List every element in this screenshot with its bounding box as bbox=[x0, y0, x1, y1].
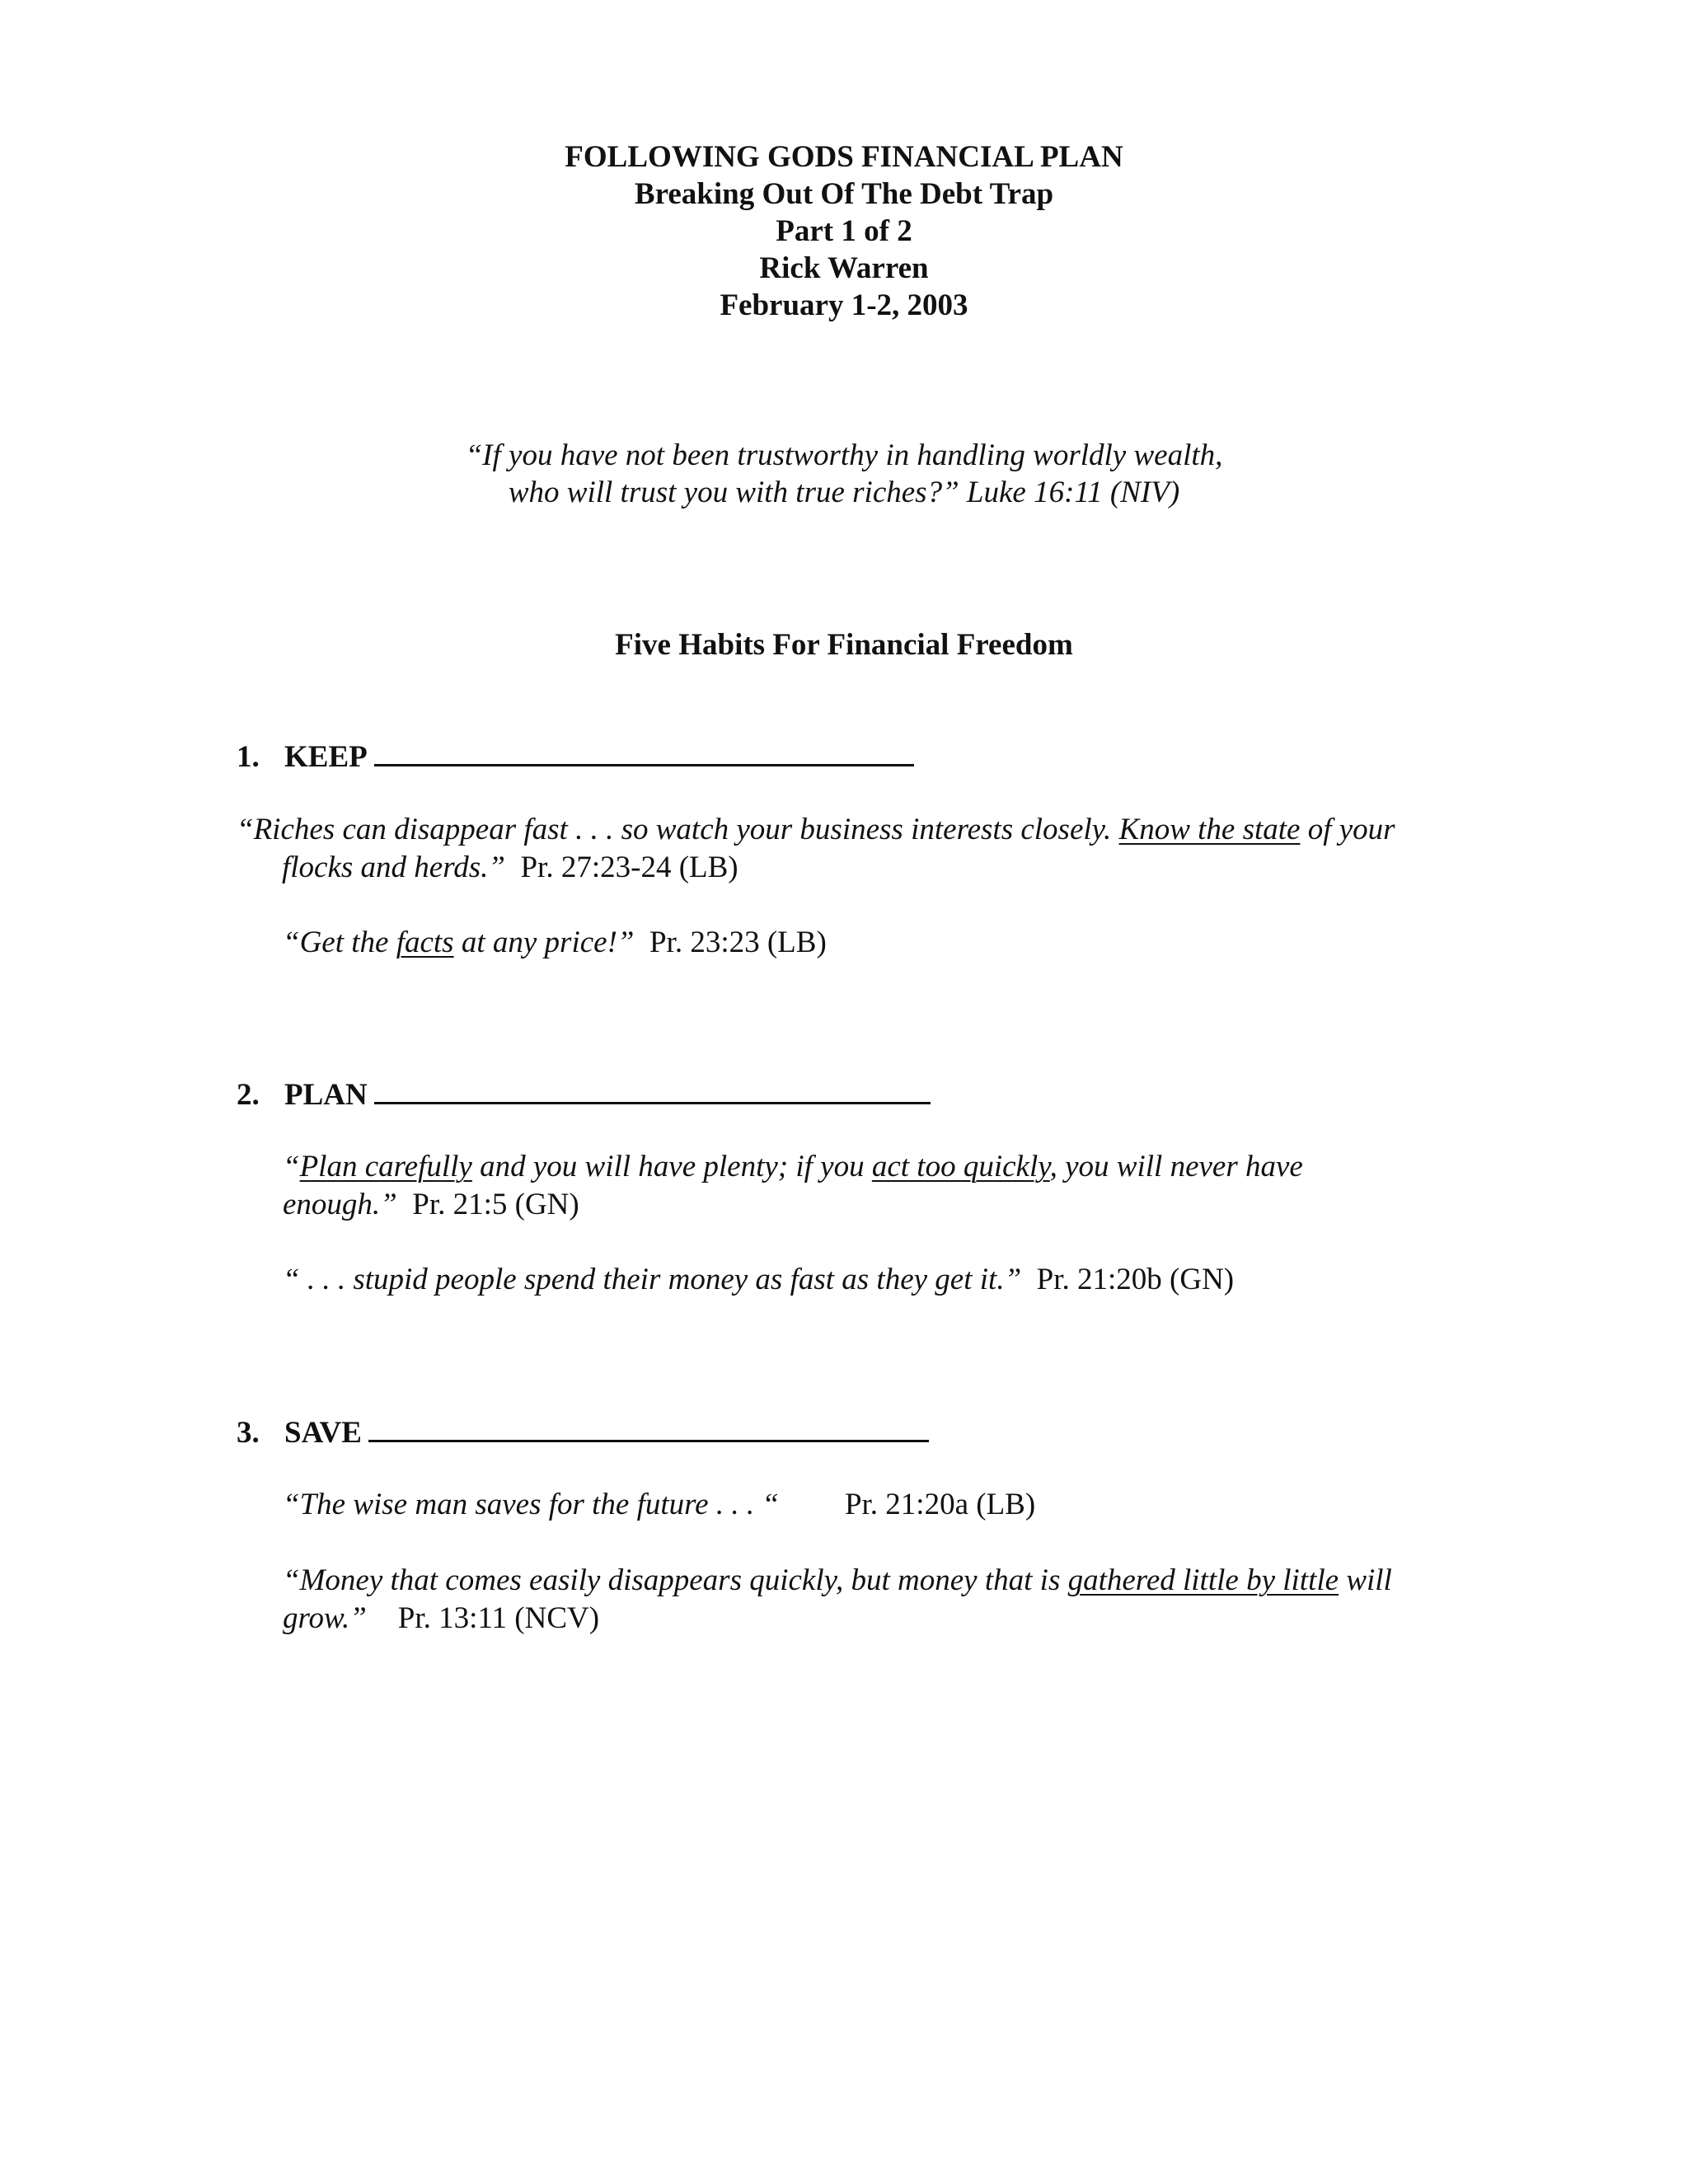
verse-reference: Pr. 13:11 (NCV) bbox=[397, 1601, 600, 1635]
verse-save-2 bbox=[283, 1562, 1392, 1638]
verse-text: flocks and herds.” bbox=[282, 851, 505, 884]
epigraph-quote bbox=[0, 437, 1688, 511]
habit-heading-plan bbox=[237, 1074, 931, 1113]
habit-heading-save bbox=[237, 1412, 929, 1451]
part-label: Part 1 of 2 bbox=[776, 214, 912, 248]
verse-text: “Riches can disappear fast . . . so watch your business interests closely. bbox=[237, 813, 1119, 846]
verse-underlined-text: gathered little by little bbox=[1067, 1563, 1339, 1597]
section-heading: Five Habits For Financial Freedom bbox=[615, 628, 1073, 662]
verse-underlined-text: Plan carefully bbox=[299, 1150, 472, 1183]
verse-line bbox=[283, 1148, 1303, 1186]
verse-text: “ . . . stupid people spend their money as fast as they get it.” bbox=[283, 1263, 1022, 1296]
verse-plan-2 bbox=[283, 1261, 1234, 1299]
verse-line bbox=[283, 924, 827, 962]
author-name: Rick Warren bbox=[759, 251, 929, 285]
document-header bbox=[0, 138, 1688, 324]
verse-reference: Pr. 21:5 (GN) bbox=[412, 1188, 579, 1221]
verse-reference: Pr. 23:23 (LB) bbox=[649, 926, 827, 959]
fill-in-blank[interactable] bbox=[374, 1074, 931, 1104]
verse-line bbox=[237, 811, 1395, 849]
verse-keep-2 bbox=[283, 924, 827, 962]
habit-heading-keep bbox=[237, 736, 914, 776]
verse-text: of your bbox=[1300, 813, 1395, 846]
verse-text: , you will never have bbox=[1049, 1150, 1303, 1183]
verse-line bbox=[283, 1486, 1035, 1524]
verse-text: “Money that comes easily disappears quickly, but money that is bbox=[283, 1563, 1068, 1597]
verse-line bbox=[283, 1600, 1392, 1638]
habit-number: 2. bbox=[237, 1078, 260, 1112]
verse-line bbox=[283, 1261, 1234, 1299]
verse-text: “The wise man saves for the future . . . “ bbox=[283, 1488, 779, 1521]
verse-text: “ bbox=[283, 1150, 300, 1183]
verse-reference: Pr. 21:20a (LB) bbox=[844, 1488, 1036, 1521]
verse-text: at any price!” bbox=[453, 926, 635, 959]
verse-line bbox=[237, 849, 1395, 887]
document-title: FOLLOWING GODS FINANCIAL PLAN bbox=[565, 140, 1123, 174]
verse-text: will bbox=[1339, 1563, 1392, 1597]
habit-word: SAVE bbox=[284, 1416, 362, 1450]
verse-reference: Pr. 21:20b (GN) bbox=[1036, 1263, 1235, 1296]
habit-number: 1. bbox=[237, 740, 260, 774]
document-subtitle: Breaking Out Of The Debt Trap bbox=[634, 177, 1054, 211]
verse-line bbox=[283, 1562, 1392, 1600]
verse-text: enough.” bbox=[283, 1188, 397, 1221]
document-date: February 1-2, 2003 bbox=[720, 288, 968, 322]
fill-in-blank[interactable] bbox=[374, 736, 914, 766]
verse-save-1 bbox=[283, 1486, 1035, 1524]
epigraph-line-2: who will trust you with true riches?” Luke 16:11 (NIV) bbox=[508, 476, 1180, 509]
habit-word: KEEP bbox=[284, 740, 368, 774]
verse-plan-1 bbox=[283, 1148, 1303, 1224]
epigraph-line-1: “If you have not been trustworthy in handling worldly wealth, bbox=[465, 438, 1223, 472]
verse-keep-1 bbox=[237, 811, 1395, 887]
verse-underlined-text: act too quickly bbox=[871, 1150, 1050, 1183]
verse-text: “Get the bbox=[283, 926, 396, 959]
verse-line bbox=[283, 1186, 1303, 1224]
verse-underlined-text: Know the state bbox=[1118, 813, 1301, 846]
verse-underlined-text: facts bbox=[396, 926, 454, 959]
verse-reference: Pr. 27:23-24 (LB) bbox=[520, 851, 738, 884]
fill-in-blank[interactable] bbox=[368, 1412, 929, 1442]
verse-text: grow.” bbox=[283, 1601, 367, 1635]
habit-word: PLAN bbox=[284, 1078, 368, 1112]
habit-number: 3. bbox=[237, 1416, 260, 1450]
verse-text: and you will have plenty; if you bbox=[471, 1150, 872, 1183]
